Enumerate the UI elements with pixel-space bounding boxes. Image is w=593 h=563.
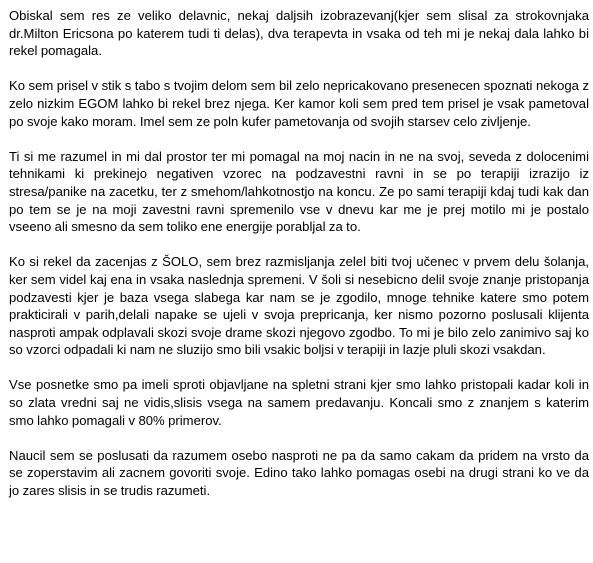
- paragraph-1: Obiskal sem res ze veliko delavnic, nekaj daljsih izobrazevanj(kjer sem slisal za strokovnjaka dr.Milton Ericsona po katerem tudi ti delas), dva terapevta in vsaka od teh mi je nekaj dala lahko bi rekel pomagala.: [9, 8, 589, 59]
- paragraph-4: Ko si rekel da zacenjas z ŠOLO, sem brez razmisljanja zelel biti tvoj učenec v prvem delu šolanja, ker sem videl kaj ena in vsaka naslednja spremeni. V šoli si nesebicno delil svoje znanje pristopanja podzavesti kjer je baza vsega slabega kar nam se je zgodilo, mnoge tehnike katere smo potem prakticirali v parih,delali napake se ujeli v svoja prepricanja, ker nismo pozorno poslusali klijenta nasproti ampak odplavali skozi svoje drame skozi njegovo zgodbo. To mi je bilo zelo zanimivo saj ko so vzorci odpadali ki nam ne sluzijo smo bili vsakic boljsi v terapiji in lazje pluli skozi vsakdan.: [9, 254, 589, 358]
- paragraph-3: Ti si me razumel in mi dal prostor ter mi pomagal na moj nacin in ne na svoj, seveda z dolocenimi tehnikami ki prekinejo negativen vzorec na podzavestni ravni in se po terapiji izrazijo iz stresa/panike na zacetku, ter z smehom/lahkotnostjo na koncu. Ze po sami terapiji kdaj tudi kak dan po tem se je na moji zavestni ravni spremenilo vse v dnevu kar me je prej motilo mi je postalo vseeno ali smesno da sem toliko ene energije porabljal za to.: [9, 148, 589, 235]
- paragraph-6: Naucil sem se poslusati da razumem osebo nasproti ne pa da samo cakam da pridem na vrsto da se zoperstavim ali zacnem govoriti svoje. Edino tako lahko pomagas osebi na drugi strani ko ve da jo zares slisis in se trudis razumeti.: [9, 447, 589, 499]
- paragraph-2: Ko sem prisel v stik s tabo s tvojim delom sem bil zelo nepricakovano presenecen spoznati nekoga z zelo nizkim EGOM lahko bi rekel brez njega. Ker kamor koli sem pred tem prisel je vsak pametoval po svoje kako moram. Imel sem ze poln kufer pametovanja od svojih starsev celo zivljenje.: [9, 78, 589, 129]
- paragraph-5: Vse posnetke smo pa imeli sproti objavljane na spletni strani kjer smo lahko pristopali kadar koli in so zlata vredni saj ne vidis,slisis vsega na samem predavanju. Koncali smo z znanjem s katerim smo lahko pomagali v 80% primerov.: [9, 377, 589, 428]
